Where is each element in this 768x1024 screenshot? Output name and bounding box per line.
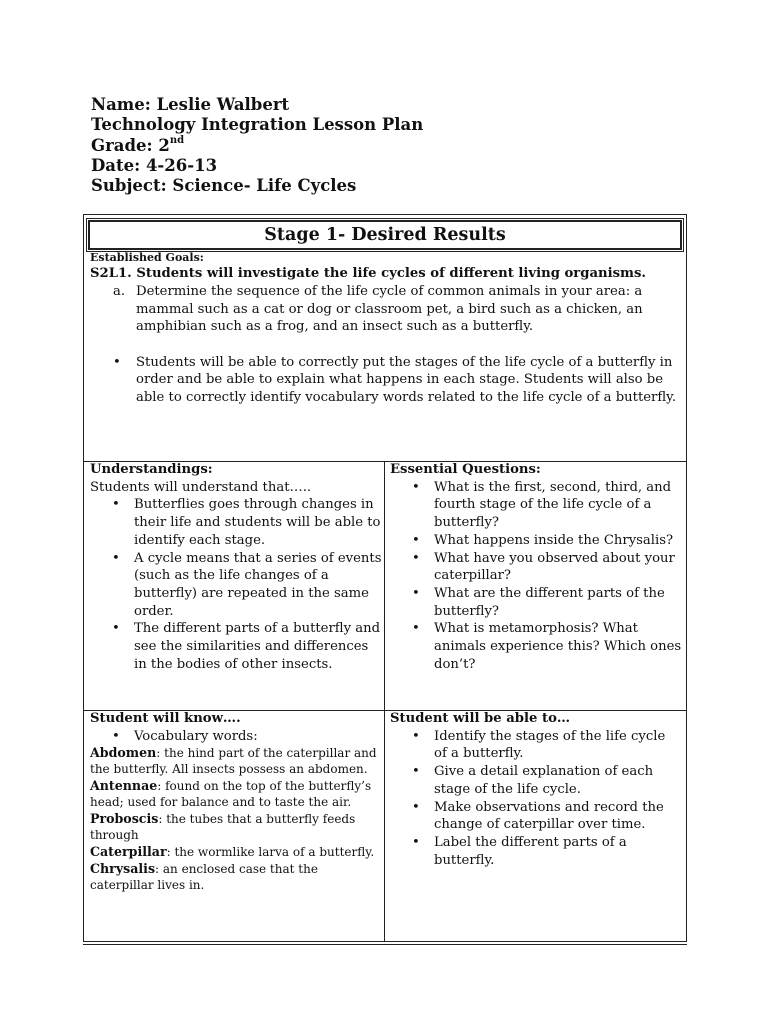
table-bottom-rule: [83, 944, 687, 945]
grade-suffix: nd: [169, 135, 185, 147]
vocab-entry: [90, 811, 382, 844]
student-will-know-cell: [90, 710, 382, 894]
goals-standard: S2L1. Students will investigate the life cycles of different living organisms.: [90, 266, 647, 281]
list-item: • Label the different parts of a butterfly.: [390, 834, 682, 869]
goal-marker: a.: [113, 284, 126, 299]
vocab-term: Caterpillar: [90, 843, 167, 859]
list-item: • What happens inside the Chrysalis?: [390, 532, 682, 550]
understandings-intro: Students will understand that…..: [90, 479, 312, 495]
vocab-entry: [90, 778, 382, 811]
column-divider: [384, 461, 385, 941]
able-heading: Student will be able to…: [390, 711, 571, 726]
grade-line: [91, 136, 423, 156]
vocab-definition: : the hind part of the caterpillar and the butterfly. All insects possess an abdomen.: [90, 746, 377, 777]
goal-text: Determine the sequence of the life cycle of common animals in your area: a mammal such as a cat or dog or classroom pet, a bird such as a chicken, an amphibian such as a frog, and an insect such as a butterfly.: [136, 284, 643, 335]
goal-text: Students will be able to correctly put the stages of the life cycle of a butterfly in order and be able to explain what happens in each stage. Students will also be able to correctly identify vocabulary words related to the life cycle of a butterfly.: [136, 354, 677, 405]
subject-line: Subject: Science- Life Cycles: [91, 176, 357, 196]
list-item: • What are the different parts of the butterfly?: [390, 585, 682, 620]
vocab-definition: : found on the top of the butterfly’s head; used for balance and to taste the air.: [90, 779, 372, 810]
essential-questions-heading: Essential Questions:: [390, 462, 541, 477]
name-line: Name: Leslie Walbert: [91, 95, 290, 114]
date-line: Date: 4-26-13: [91, 155, 218, 175]
stage-title: Stage 1- Desired Results: [88, 220, 682, 250]
vocab-term: Chrysalis: [90, 860, 156, 876]
vocab-entry: [90, 745, 382, 778]
understandings-list: [90, 496, 382, 673]
able-list: [390, 728, 682, 870]
list-item: • Identify the stages of the life cycle of a butterfly.: [390, 728, 682, 763]
goal-item: [90, 283, 680, 336]
goal-item: [90, 354, 680, 407]
lesson-plan-table: [83, 214, 687, 942]
vocab-term: Abdomen: [90, 745, 157, 761]
list-item: • A cycle means that a series of events (such as the life changes of a butterfly) are repeated in the same order.: [90, 550, 382, 621]
list-item: • Give a detail explanation of each stage of the life cycle.: [390, 763, 682, 798]
understandings-cell: [90, 461, 382, 673]
vocab-definition: : an enclosed case that the caterpillar lives in.: [90, 861, 318, 892]
document-header: [91, 95, 423, 196]
vocab-entry: [90, 844, 382, 861]
goals-label: Established Goals:: [90, 251, 204, 264]
essential-questions-list: [390, 479, 682, 674]
vocab-definition: : the wormlike larva of a butterfly.: [166, 844, 375, 859]
title-line: Technology Integration Lesson Plan: [91, 115, 424, 135]
established-goals: [90, 251, 680, 407]
understandings-heading: Understandings:: [90, 462, 213, 477]
goal-marker: •: [113, 354, 121, 370]
list-item: • What is the first, second, third, and fourth stage of the life cycle of a butterfly?: [390, 479, 682, 532]
list-item: • Make observations and record the change of caterpillar over time.: [390, 799, 682, 834]
essential-questions-cell: [390, 461, 682, 673]
vocab-definition: : the tubes that a butterfly feeds through: [90, 812, 356, 842]
list-item: • Butterflies goes through changes in their life and students will be able to identify each stage.: [90, 496, 382, 549]
list-item: • The different parts of a butterfly and see the similarities and differences in the bodies of other insects.: [90, 620, 382, 673]
list-item: • Vocabulary words:: [90, 728, 382, 746]
list-item: • What have you observed about your caterpillar?: [390, 550, 682, 585]
student-able-to-cell: [390, 710, 682, 869]
vocab-entry: [90, 861, 382, 894]
vocab-term: Antennae: [90, 778, 158, 794]
grade-text: Grade: 2: [91, 135, 170, 155]
vocab-term: Proboscis: [90, 811, 159, 827]
know-list: [90, 728, 382, 746]
list-item: • What is metamorphosis? What animals experience this? Which ones don’t?: [390, 620, 682, 673]
know-heading: Student will know….: [90, 711, 241, 726]
